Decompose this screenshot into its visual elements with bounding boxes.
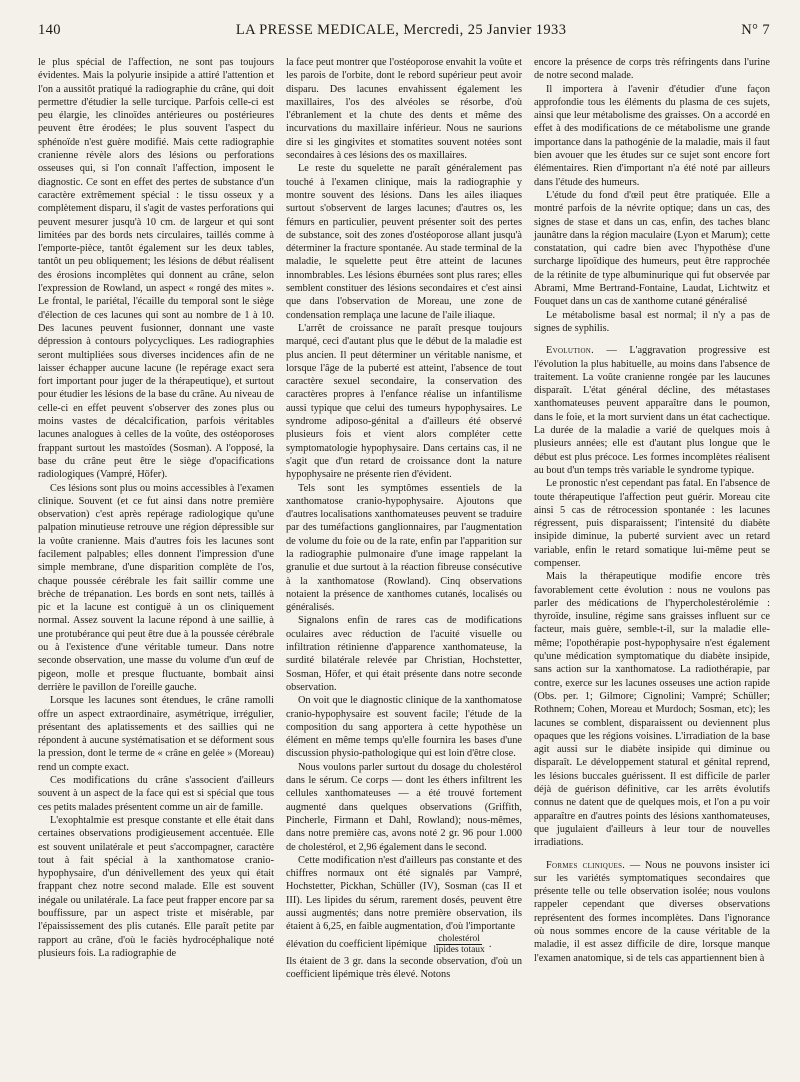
- paragraph: Ils étaient de 3 gr. dans la seconde observation, d'où un coefficient lipémique très élevé. Notons: [286, 955, 522, 980]
- paragraph: Nous voulons parler surtout du dosage du cholestérol dans le sérum. Ce corps — dont les éthers infiltrent les cellules xanthomateuses — a été trouvé fortement augmenté dans quelques observations (Griffith, Pincherle, Firmann et Dahl, Rowland); nous-mêmes, dans notre première cas, avons noté 2 gr. 96 pour 1.000 de cholestérol, et 2,96 également dans le second.: [286, 761, 522, 853]
- fraction-denominator: lipides totaux: [433, 944, 485, 955]
- text-columns: [38, 56, 770, 981]
- fraction-numerator: cholestérol: [438, 933, 480, 944]
- page-number: 140: [38, 22, 61, 38]
- paragraph: On voit que le diagnostic clinique de la xanthomatose cranio-hypophysaire est souvent facile; l'étude de la composition du sang apportera à cette hypothèse un élément en même temps qu'elle fournira les bases d'une discussion physio-pathologique qui est loin d'être close.: [286, 695, 522, 760]
- paragraph: Lorsque les lacunes sont étendues, le crâne ramolli offre un aspect extraordinaire, asymétrique, irrégulier, présentant des aplatissements et des saillies qui ne répondent à aucune systématisation et se déforment sous la pression, dont le terme de « crâne en gelée » (Moreau) rend un compte exact.: [38, 695, 274, 773]
- formes-section: [534, 859, 770, 965]
- section-gap: [534, 850, 770, 859]
- column-2: [286, 56, 522, 981]
- paragraph: — L'aggravation progressive est l'évolution la plus habituelle, au moins dans l'absence de traitement. La voûte cranienne rongée par les laucunes disparaît. L'état général décline, des métastases xanthomateuses peuvent apparaître dans le poumon, dans le foie, et la mort survient dans un état cachectique. La durée de la maladie a varié de quelques mois à plusieurs années; elle est d'autant plus longue que le début est plus précoce. Les formes incomplètes réalisent au bout d'un temps très variable le syndrome typique.: [534, 345, 770, 476]
- column-3: [534, 56, 770, 981]
- lipemic-coefficient-fraction: [431, 934, 486, 955]
- paragraph: encore la présence de corps très réfringents dans l'urine de notre second malade.: [534, 57, 770, 82]
- formula-line: élévation du coefficient lipémique $\frac{\text{cholestérol}}{\text{lipides totaux}}$ .: [286, 933, 492, 955]
- paragraph: Il importera à l'avenir d'étudier d'une façon approfondie tous les éléments du plasma de ces sujets, ainsi que leur métabolisme des graisses. On a accordé en effet à des modifications de ce métabolisme une grande importance dans la pathogénie de la maladie, mais il faut bien avouer que les études sur ce sujet sont encore fort élémentaires. Rien d'important n'a été noté par ailleurs dans l'étude des humeurs.: [534, 83, 770, 188]
- paragraph: Mais la thérapeutique modifie encore très favorablement cette évolution : nous ne voulons pas parler des médications de l'hypercholestérolémie : thyroïde, insuline, régime sans graisses influent sur ce facteur, mais guère, semble-t-il, sur la maladie elle-même; l'opothérapie post-hypophysaire n'est également qu'une médication symptomatique du diabète insipide, sans action sur la xanthomatose. La radiothérapie, par contre, exerce sur les lacunes osseuses une action rapide (Obs. per. 1; Gilmore; Cignolini; Vampré; Schüller; Rothnem; Cohen, Moreau et Murdoch; Sosman, etc); les lacunes se comblent, disparaissent ou deviennent plus opaques que les régions voisines. L'irradiation de la base agit aussi sur le diabète insipide qui diminue ou disparaît. Le développement statural et génital reprend, les lésions buccales guérissent. Il est difficile de parler déjà de guérison définitive, car les arrêts évolutifs connus ne datent que de quelques mois, et l'on a pu voir apparaître en d'autres points des lésions xanthomateuses, que jugulaient d'ailleurs à leur tour de nouvelles irradiations.: [534, 571, 770, 849]
- paragraph: L'arrêt de croissance ne paraît presque toujours marqué, ceci d'autant plus que le début de la maladie est plus ancien. Il peut déterminer un véritable nanisme, et lorsque l'âge de la puberté est atteint, l'absence de tout caractère sexuel secondaire, la conservation des caractères propres à l'enfance réalise un infantilisme aussi typique que celui des tumeurs hypophysaires. Le syndrome adiposo-génital a d'ailleurs été observé plusieurs fois et vient alors compléter cette symptomatologie hypophysaire. Dans certains cas, il ne s'agit que d'un retard de croissance dont la nature hypophysaire ne présente rien d'évident.: [286, 322, 522, 481]
- paragraph: Le métabolisme basal est normal; il n'y a pas de signes de syphilis.: [534, 309, 770, 334]
- paragraph: Le pronostic n'est cependant pas fatal. En l'absence de toute thérapeutique l'affection peut guérir. Moreau cite ainsi 5 cas de rétrocession spontanée : les lacunes régressent, puis disparaissent; l'intensité du diabète insipide diminue, la puberté survient avec un retard variable, enfin le retard somatique lui-même peut se compenser.: [534, 478, 770, 569]
- paragraph: — Nous ne pouvons insister ici sur les variétés symptomatiques secondaires que présente telle ou telle observation isolée; nous voulons rappeler cependant que diverses observations représentent des formes incomplètes. Dans l'ignorance où nous sommes encore de la cause véritable de la maladie, il est assez difficile de dire, lorsque manque l'examen anatomique, si de tels cas appartiennent bien à: [534, 859, 770, 964]
- column-1: [38, 56, 274, 981]
- section-heading-evolution: Evolution.: [546, 345, 595, 357]
- paragraph: Cette modification n'est d'ailleurs pas constante et des chiffres normaux ont été signalés par Vampré, Hochstetter, Pickhan, Schüller (IV), Sosman (cas II et III). Les lipides du sérum, rarement dosés, peuvent être aussi augmentés; dans notre première observation, ils étaient à 6,25, en faible augmentation, d'où l'importante: [286, 854, 522, 933]
- paragraph: Ces lésions sont plus ou moins accessibles à l'examen clinique. Souvent (et ce fut ainsi dans notre première observation) c'est après repérage radiologique qu'une palpation minutieuse retrouve une région dépressible sur la voûte cranienne. Mais d'autres fois les lacunes sont facilement palpables; elles donnent l'impression d'une simple membrane, d'une disparition complète de l'os, chaque poussée cérébrale les fait saillir comme une brèche de trépanation. Les bords en sont nets, taillés à pic et la lacune est contiguë à un os cliniquement normal. Assez souvent la lacune répond à une saillie, à une protubérance qui peut être due à la poussée cérébrale ou à l'existence d'une véritable tumeur. Dans notre seconde observation, une masse du volume d'un œuf de pigeon, molle et presque fluctuante, bombait ainsi derrière le pavillon de l'oreille gauche.: [38, 482, 274, 693]
- page-header: [38, 22, 770, 48]
- issue-number: N° 7: [741, 22, 770, 38]
- section-heading-formes: Formes cliniques.: [546, 859, 626, 871]
- formula-lead: élévation du coefficient lipémique: [286, 938, 427, 950]
- paragraph: L'exophtalmie est presque constante et elle était dans certaines observations prodigieusement accentuée. Elle est souvent unilatérale et peut s'accompagner, caractère tout à fait spécial à la xanthomatose cranio-hypophysaire, d'un dénivellement des yeux qui était frappant chez notre second malade. Elle est souvent inégale ou unilatérale. La face peut frapper encore par sa bouffissure, par un aspect triste et misérable, par l'épaississement des plis cutanés. Elle paraît petite par rapport au crâne, d'où le faciès hydrocéphalique noté plusieurs fois. La radiographie de: [38, 814, 274, 959]
- paragraph: Signalons enfin de rares cas de modifications oculaires avec réduction de l'acuité visuelle ou infiltration rétinienne d'apparence xanthomateuse, la surdité bilatérale relevée par Christian, Hochstetter, Sosman, Höfer, et qui était présente dans notre seconde observation.: [286, 615, 522, 693]
- paragraph: Ces modifications du crâne s'associent d'ailleurs souvent à un aspect de la face qui est si spécial que tous ces petits malades présentent comme un air de famille.: [38, 775, 274, 813]
- paragraph: le plus spécial de l'affection, ne sont pas toujours évidentes. Mais la polyurie insipide a attiré l'attention et l'on a aussitôt pratiqué la radiographie du crâne, qui doit permettre d'étudier la selle turcique. Parfois celle-ci est peu élargie, les clinoïdes antérieures ou postérieures peuvent être érodées; le plus souvent l'aspect du sphénoïde n'est guère modifié. Mais cette radiographie cranienne révèle alors des lésions ou perforations osseuses qui, si l'on connaît l'affection, imposent le diagnostic. Ce sont en effet des pertes de substance d'un caractère extrêmement spécial : le tissu osseux y a complètement disparu, il s'agit de vastes perforations qui peuvent mesurer jusqu'à 10 cm. de largeur et qui sont limitées par des bords nets circulaires, taillés comme à l'emporte-pièce, tantôt également sur les deux tables, tantôt un peu obliquement; les lésions de début réalisent des érosions incomplètes qui donnent au crâne, selon l'expression de Rowland, un aspect « rongé des mites ». Le frontal, le pariétal, l'écaille du temporal sont le siège d'élection de ces lacunes qui sont au nombre de 1 à 10. Des lacunes peuvent fusionner, donnant une vaste dépression à contours polycycliques. Les radiographies seront multipliées sous diverses incidences afin de ne laisser échapper aucune lacune (le repérage exact sera fort important pour juger de la thérapeutique), et surtout pour étudier les lésions de la base du crâne. Au niveau de celle-ci en effet peuvent s'observer des zones plus ou moins vastes de décalcification, parfois véritables lacunes analogues à celles de la voûte, des ostéoporoses frappant surtout les mastoïdes (Sosman). A l'opposé, la base du crâne peut être le siège d'opacifications radiologiques (Vampré, Höfer).: [38, 57, 274, 481]
- evolution-section: [534, 344, 770, 477]
- paragraph: Tels sont les symptômes essentiels de la xanthomatose cranio-hypophysaire. Ajoutons que d'autres localisations xanthomateuses peuvent se traduire par des tuméfactions ganglionnaires, par l'augmentation de volume du foie ou de la rate, enfin par l'apparition sur la radiographie pulmonaire d'une image rappelant la granulie et due surtout à la réaction fibreuse consécutive à la xanthomatose (Rowland). Cinq observations notaient la présence de xanthomes cutanés, localisés ou généralisés.: [286, 482, 522, 614]
- section-gap: [534, 335, 770, 344]
- paragraph: L'étude du fond d'œil peut être pratiquée. Elle a montré parfois de la névrite optique; dans un cas, des signes de stase et dans un cas, enfin, des taches blanc jaunâtre dans la région maculaire (Lyon et Marum); cette constatation, qui cadre bien avec l'hypothèse d'une surcharge lipoïdique des humeurs, peut être rapprochée de la rétinite de type albuminurique qui fut observée par Abrami, Mme Bertrand-Fontaine, Laudat, Lichtwitz et Fouquet dans un cas de xanthome cutané généralisé: [534, 189, 770, 308]
- paragraph: la face peut montrer que l'ostéoporose envahit la voûte et les parois de l'orbite, dont le rebord supérieur peut avoir disparu. Des lacunes envahissent également les maxillaires, l'os des alvéoles se résorbe, d'où l'ébranlement et la chute des dents et même des incurvations du maxillaire inférieur. Nous ne saurions dire si les gingivites et stomatites souvent notées sont secondaires à ces lésions des os maxillaires.: [286, 57, 522, 162]
- paragraph: Le reste du squelette ne paraît généralement pas touché à l'examen clinique, mais la radiographie y montre souvent des lésions. Dans les ailes iliaques surtout s'observent de larges lacunes; d'autres os, les fémurs en particulier, peuvent présenter soit des pertes de substance, soit des zones d'ostéoporose allant jusqu'à déterminer la fracture spontanée. Au stade terminal de la maladie, le squelette peut être atteint de lacunes innombrables. Les lésions éburnées sont plus rares; elles semblent constituer des lésions secondaires et c'est ainsi que dans l'observation de Moreau, une zone de condensation remplaça une lacune de l'aile iliaque.: [286, 163, 522, 321]
- running-title: LA PRESSE MEDICALE, Mercredi, 25 Janvier 1933: [235, 22, 567, 38]
